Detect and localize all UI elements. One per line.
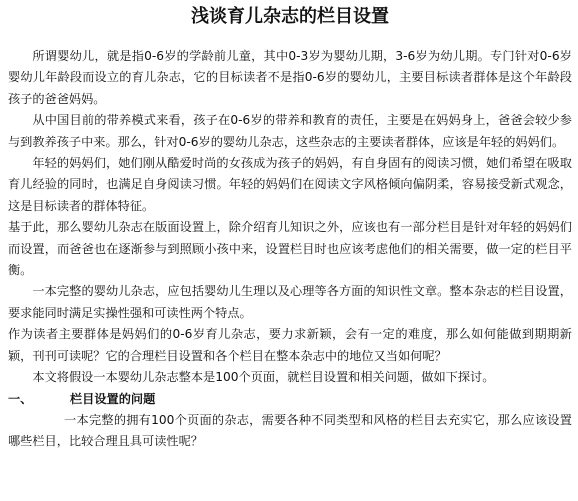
section-heading bbox=[8, 389, 572, 410]
section-number: 一、 bbox=[8, 391, 33, 406]
paragraph-2: 从中国目前的带养模式来看，孩子在0-6岁的带养和教育的责任，主要是在妈妈身上，爸爸会较少参与到教养孩子中来。那么，针对0-6岁的婴幼儿杂志，这些杂志的主要读者群体，应该是年轻的妈妈们。 bbox=[8, 113, 572, 149]
paragraph-5: 一本完整的婴幼儿杂志，应包括婴幼儿生理以及心理等各方面的知识性文章。整本杂志的栏目设置，要求能同时满足实操性强和可读性两个特点。 bbox=[8, 284, 572, 320]
section-title: 栏目设置的问题 bbox=[70, 391, 156, 406]
paragraph-1: 所谓婴幼儿，就是指0-6岁的学龄前儿童，其中0-3岁为婴幼儿期，3-6岁为幼儿期。专门针对0-6岁婴幼儿年龄段而设立的育儿杂志，它的目标读者不是指0-6岁的婴幼儿，主要目标读者群体是这个年龄段孩子的爸爸妈妈。 bbox=[8, 49, 572, 106]
paragraph-7: 本文将假设一本婴幼儿杂志整本是100个页面，就栏目设置和相关问题，做如下探讨。 bbox=[32, 370, 495, 385]
paragraph-6: 作为读者主要群体是妈妈们的0-6岁育儿杂志，要力求新颖，会有一定的难度，那么如何能做到期期新颖，刊刊可读呢？它的合理栏目设置和各个栏目在整本杂志中的地位又当如何呢？ bbox=[8, 327, 572, 363]
document-title: 浅谈育儿杂志的栏目设置 bbox=[191, 6, 389, 27]
section-paragraph: 一本完整的拥有100个页面的杂志，需要各种不同类型和风格的栏目去充实它，那么应该设置哪些栏目，比较合理且具可读性呢？ bbox=[8, 412, 572, 449]
paragraph-4: 基于此，那么婴幼儿杂志在版面设置上，除介绍育儿知识之外，应该也有一部分栏目是针对年轻的妈妈们而设置，而爸爸也在逐渐参与到照顾小孩中来，设置栏目时也应该考虑他们的相关需要，做一定的栏目平衡。 bbox=[8, 220, 572, 278]
paragraph-3: 年轻的妈妈们，她们刚从酷爱时尚的女孩成为孩子的妈妈，有自身固有的阅读习惯，她们希望在吸取育儿经验的同时，也满足自身阅读习惯。年轻的妈妈们在阅读文字风格倾向偏阴柔，容易接受新式观念，这是目标读者的群体特征。 bbox=[8, 156, 572, 213]
